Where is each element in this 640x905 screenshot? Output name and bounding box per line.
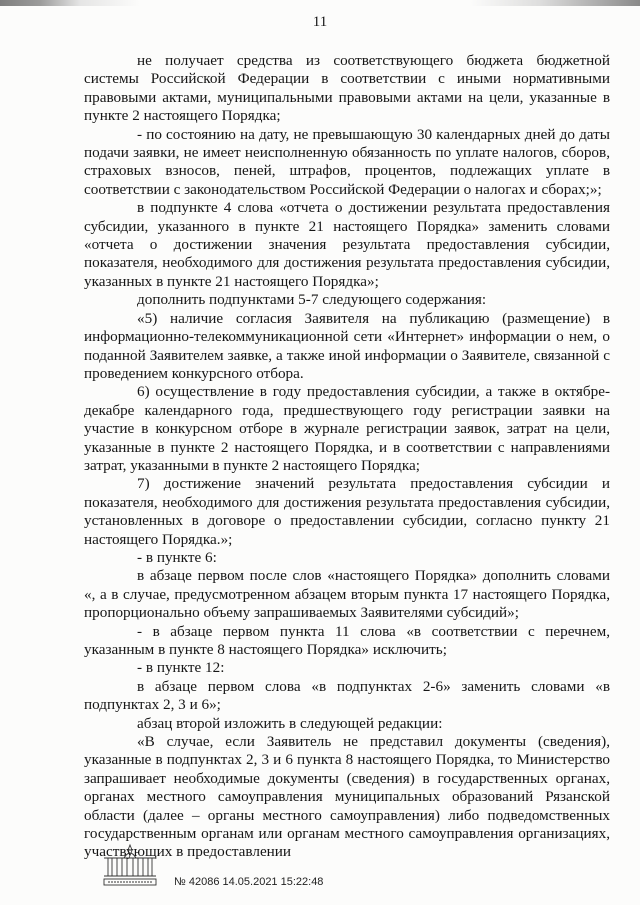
paragraph-11: - в пункте 12:	[137, 659, 225, 677]
paragraph-14: «В случае, если Заявитель не представил документы (сведения), указанные в подпунктах 2, 3 и 6 пункта 8 настоящего Порядка, то Министерство запрашивает необходимые документы (сведения) в государственных органах, органах местного самоуправления муниципальных образований Рязанской области (далее – органы местного самоуправления) либо подведомственных государственным органам или органам местного самоуправления организациях, участвующих в предоставлении	[84, 733, 610, 861]
paragraph-5: «5) наличие согласия Заявителя на публикацию (размещение) в информационно-телекоммуникационной сети «Интернет» информации о нем, о поданной Заявителем заявке, а также иной информации о Заявителе, связанной с проведением конкурсного отбора.	[84, 309, 610, 382]
paragraph-2: - по состоянию на дату, не превышающую 30 календарных дней до даты подачи заявки, не имеет неисполненную обязанность по уплате налогов, сборов, страховых взносов, пеней, штрафов, процентов, подлежащих уплате в соответствии с законодательством Российской Федерации о налогах и сборах;»;	[84, 125, 610, 198]
paragraph-9: в абзаце первом после слов «настоящего Порядка» дополнить словами «, а в случае, предусмотренном абзацем вторым пункта 17 настоящего Порядка, пропорционально объему запрашиваемых Заявителями субсидий»;	[84, 567, 610, 622]
building-seal-icon	[100, 842, 160, 888]
registration-stamp: № 42086 14.05.2021 15:22:48	[174, 876, 324, 888]
paragraph-4: дополнить подпунктами 5-7 следующего содержания:	[137, 291, 487, 309]
document-footer	[100, 842, 500, 892]
paragraph-3: в подпункте 4 слова «отчета о достижении результата предоставления субсидии, указанного в пункте 21 настоящего Порядка» заменить словами «отчета о достижении значения результата предоставления субсидии, показателя, необходимого для достижения результата предоставления субсидии, указанных в пункте 21 настоящего Порядка»;	[84, 199, 610, 290]
document-body	[84, 52, 610, 862]
paragraph-8: - в пункте 6:	[137, 548, 217, 566]
paragraph-10: - в абзаце первом пункта 11 слова «в соответствии с перечнем, указанным в пункте 8 настоящего Порядка» исключить;	[84, 622, 610, 658]
paragraph-12: в абзаце первом слова «в подпунктах 2-6» заменить словами «в подпунктах 2, 3 и 6»;	[84, 677, 610, 714]
page-number: 11	[312, 14, 328, 30]
paragraph-1: не получает средства из соответствующего бюджета бюджетной системы Российской Федерации в соответствии с иными нормативными правовыми актами, муниципальными правовыми актами на цели, указанные в пункте 2 настоящего Порядка;	[84, 52, 610, 125]
paragraph-7: 7) достижение значений результата предоставления субсидии и показателя, необходимого для достижения результата предоставления субсидии, установленных в договоре о предоставлении субсидии, согласно пункту 21 настоящего Порядка.»;	[84, 475, 610, 548]
paragraph-6: 6) осуществление в году предоставления субсидии, а также в октябре-декабре календарного года, предшествующего году регистрации заявки на участие в конкурсном отборе в журнале регистрации заявок, затрат на цели, указанные в пункте 2 настоящего Порядка, и в соответствии с направлениями затрат, указанными в пункте 2 настоящего Порядка;	[84, 383, 610, 474]
paragraph-13: абзац второй изложить в следующей редакции:	[137, 714, 443, 732]
scan-edge-shadow	[0, 0, 640, 6]
